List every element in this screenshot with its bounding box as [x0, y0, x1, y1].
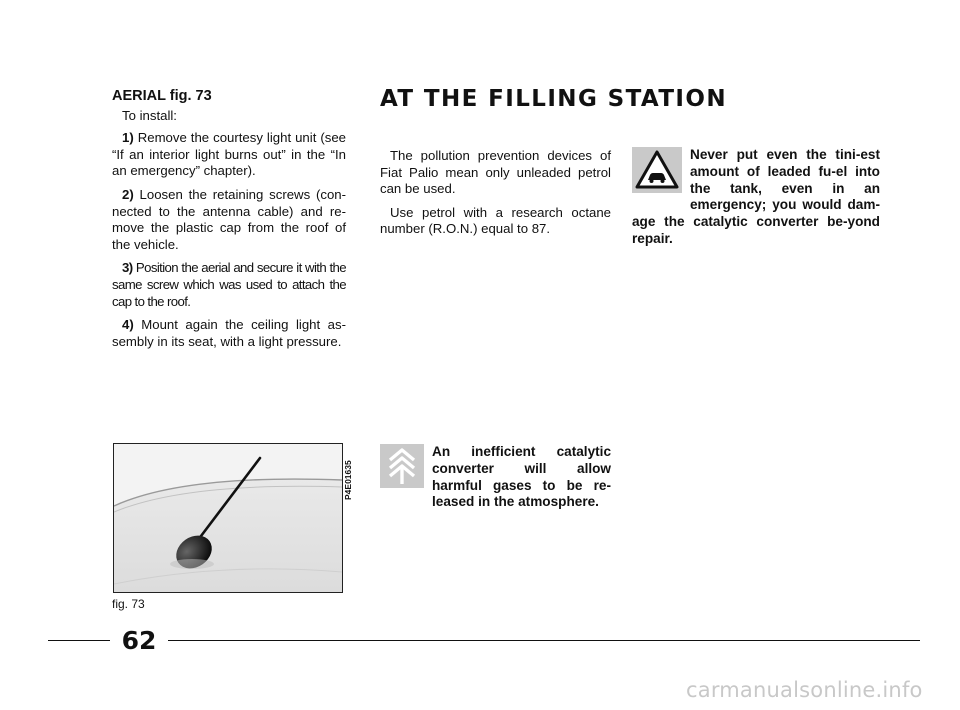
aerial-step-3	[112, 260, 346, 310]
fuel-paragraph-1: The pollution prevention devices of Fiat Palio mean only unleaded petrol can be used.	[380, 148, 611, 197]
aerial-intro: To install:	[122, 107, 177, 123]
page-number: 62	[121, 626, 157, 655]
tree-environment-icon	[380, 444, 424, 493]
aerial-figure	[113, 443, 343, 593]
figure-code	[341, 442, 355, 502]
aerial-heading: AERIAL fig. 73	[112, 88, 212, 104]
step-number: 2)	[122, 186, 134, 202]
leaded-fuel-warning	[632, 147, 880, 248]
footer-rule-left	[48, 640, 110, 641]
aerial-step-4	[112, 317, 346, 350]
figure-caption: fig. 73	[112, 597, 145, 611]
section-title: AT THE FILLING STATION	[380, 86, 727, 112]
aerial-section	[112, 88, 346, 357]
leaded-fuel-warning-text: Never put even the tini-est amount of leaded fu-el into the tank, even in an emergency; you would dam-age the catalytic converter be-yond repair.	[632, 147, 880, 246]
catalytic-converter-note	[380, 444, 611, 511]
footer-rule-right	[168, 640, 920, 641]
step-text: Remove the courtesy light unit (see “If an interior light burns out” in the “In an emergency” chapter).	[112, 130, 346, 179]
step-number: 3)	[122, 260, 133, 276]
step-number: 1)	[122, 130, 134, 146]
figure-code-text: P4E01635	[343, 460, 353, 500]
fuel-paragraph-2: Use petrol with a research octane number (R.O.N.) equal to 87.	[380, 204, 611, 237]
figure-code-vertical	[341, 442, 355, 502]
aerial-step-2	[112, 187, 346, 253]
filling-station-text	[380, 148, 611, 245]
step-text: Position the aerial and secure it with the same screw which was used to attach the cap to the roof.	[112, 260, 346, 309]
watermark: carmanualsonline.info	[686, 678, 923, 702]
catalytic-converter-note-text: An inefficient catalytic converter will allow harmful gases to be re-leased in the atmosphere.	[432, 444, 611, 510]
aerial-step-1	[112, 130, 346, 180]
step-number: 4)	[122, 317, 134, 333]
car-warning-triangle-icon	[632, 147, 682, 198]
step-text: Loosen the retaining screws (con-nected to the antenna cable) and re-move the plastic cap from the roof of the vehicle.	[112, 186, 346, 252]
aerial-illustration	[114, 444, 342, 592]
step-text: Mount again the ceiling light as-sembly in its seat, with a light pressure.	[112, 317, 347, 349]
